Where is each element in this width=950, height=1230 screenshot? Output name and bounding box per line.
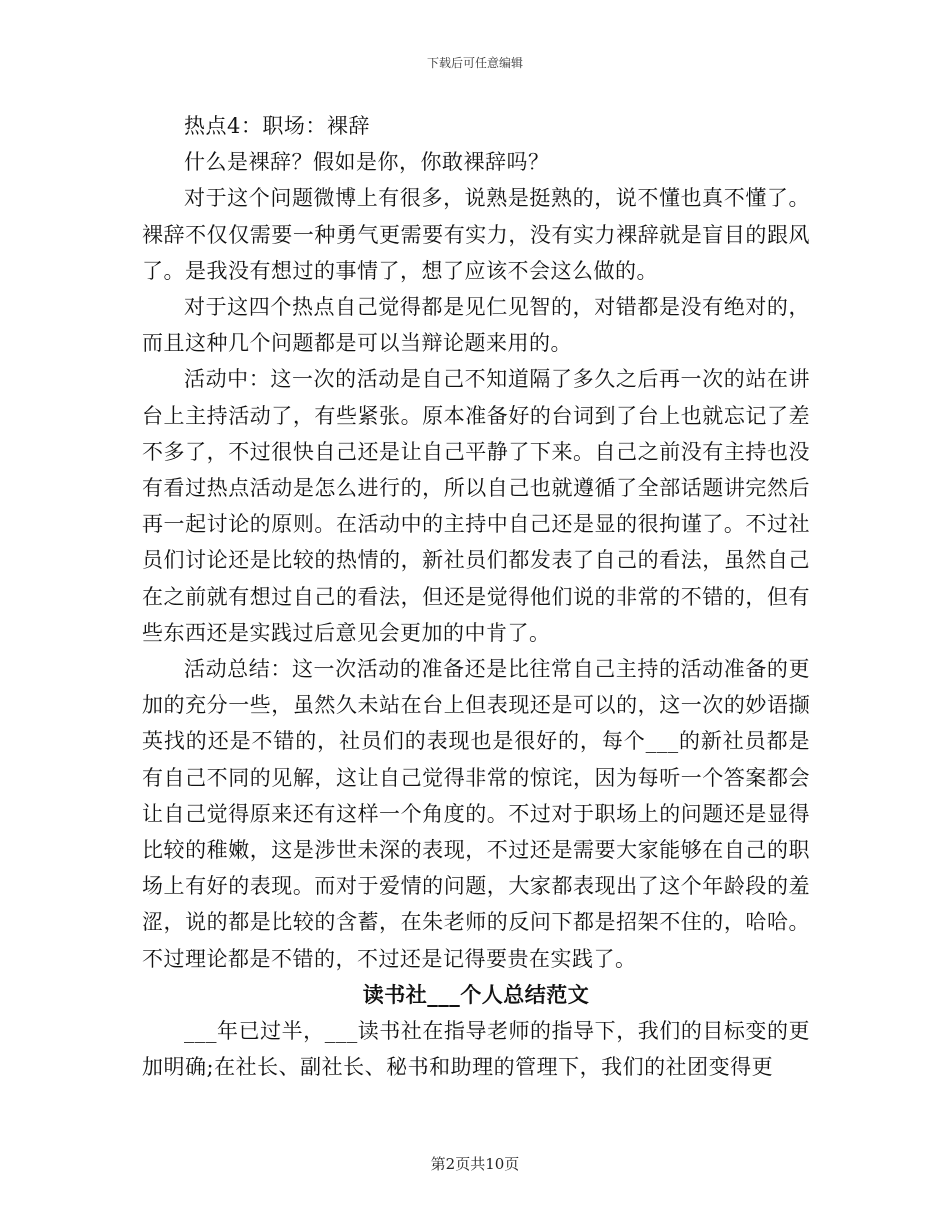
paragraph-four-hotspots: 对于这四个热点自己觉得都是见仁见智的，对错都是没有绝对的，而且这种几个问题都是可以当辩论题来用的。 — [142, 295, 810, 356]
paragraph-book-club-intro: ___年已过半，___读书社在指导老师的指导下，我们的目标变的更加明确;在社长、副社长、秘书和助理的管理下，我们的社团变得更 — [142, 1019, 810, 1080]
paragraph-activity-summary: 活动总结：这一次活动的准备还是比往常自己主持的活动准备的更加的充分一些，虽然久未站在台上但表现还是可以的，这一次的妙语撷英找的还是不错的，社员们的表现也是很好的，每个___的新社员都是有自己不同的见解，这让自己觉得非常的惊诧，因为每听一个答案都会让自己觉得原来还有这样一个角度的。不过对于职场上的问题还是显得比较的稚嫩，这是涉世未深的表现，不过还是需要大家能够在自己的职场上有好的表现。而对于爱情的问题，大家都表现出了这个年龄段的羞涩，说的都是比较的含蓄，在朱老师的反问下都是招架不住的，哈哈。不过理论都是不错的，不过还是记得要贵在实践了。 — [142, 657, 810, 971]
paragraph-hotspot-title: 热点4：职场：裸辞 — [184, 114, 370, 138]
paragraph-naked-resignation: 对于这个问题微博上有很多，说熟是挺熟的，说不懂也真不懂了。裸辞不仅仅需要一种勇气更需要有实力，没有实力裸辞就是盲目的跟风了。是我没有想过的事情了，想了应该不会这么做的。 — [142, 186, 810, 283]
page-footer: 第2页共10页 — [430, 1155, 520, 1173]
paragraph-during-activity: 活动中：这一次的活动是自己不知道隔了多久之后再一次的站在讲台上主持活动了，有些紧张。原本准备好的台词到了台上也就忘记了差不多了，不过很快自己还是让自己平静了下来。自己之前没有主持也没有看过热点活动是怎么进行的，所以自己也就遵循了全部话题讲完然后再一起讨论的原则。在活动中的主持中自己还是显的很拘谨了。不过社员们讨论还是比较的热情的，新社员们都发表了自己的看法，虽然自己在之前就有想过自己的看法，但还是觉得他们说的非常的不错的，但有些东西还是实践过后意见会更加的中肯了。 — [142, 367, 810, 645]
paragraph-question: 什么是裸辞？假如是你，你敢裸辞吗？ — [184, 150, 550, 175]
section-heading: 读书社___个人总结范文 — [362, 981, 590, 1007]
page-header: 下载后可任意编辑 — [426, 56, 523, 70]
document-body — [142, 108, 810, 1085]
